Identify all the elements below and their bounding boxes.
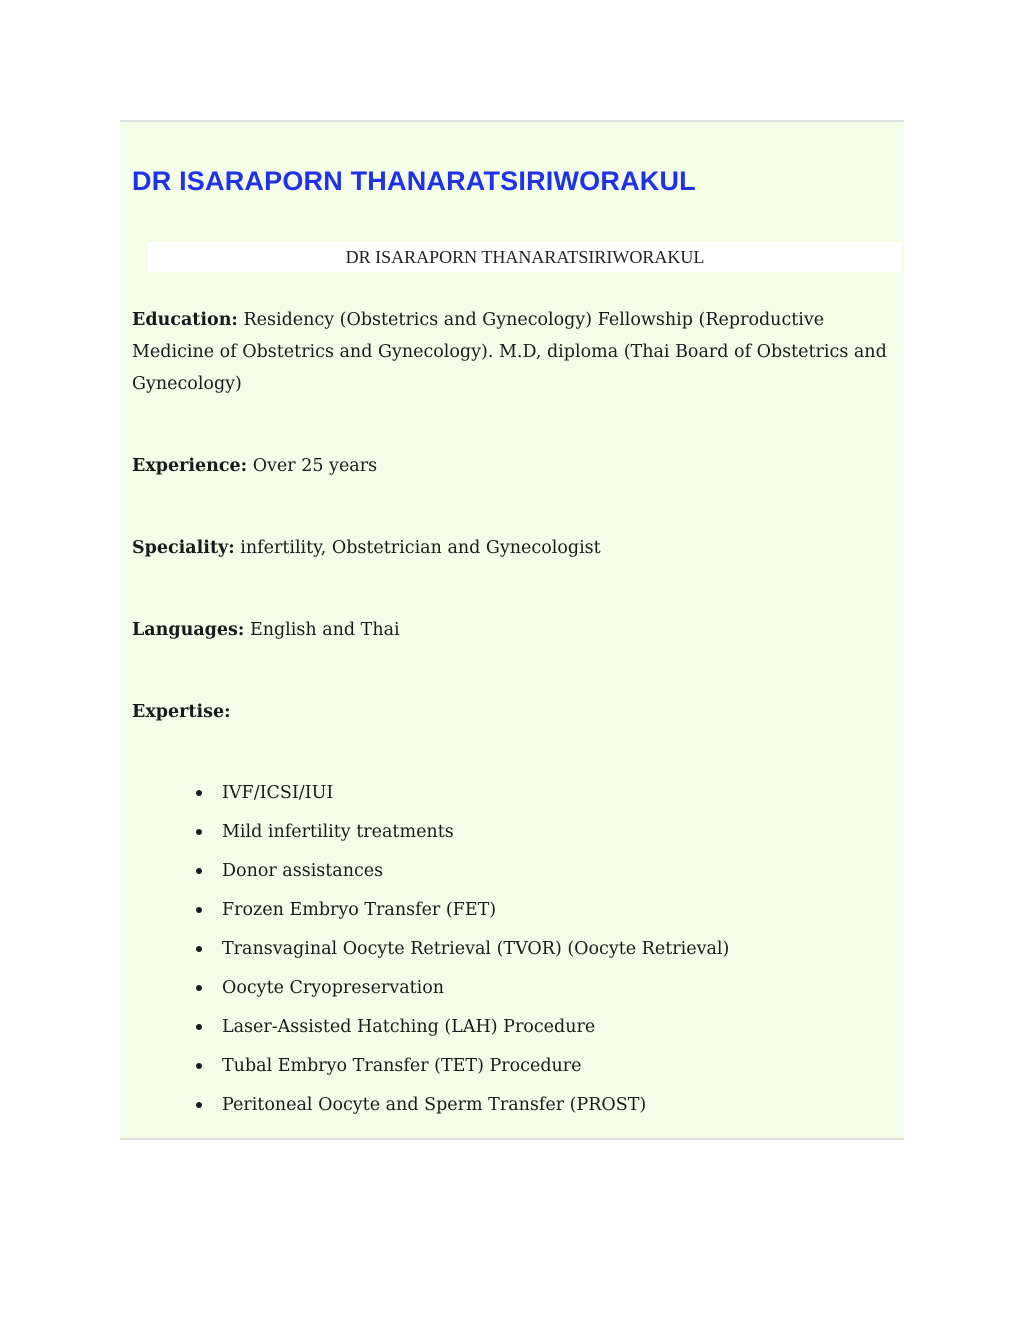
bullet-icon <box>196 1063 202 1069</box>
list-item <box>192 973 729 1012</box>
list-item <box>192 778 729 817</box>
bullet-icon <box>196 907 202 913</box>
expertise-item-label: Tubal Embryo Transfer (TET) Procedure <box>222 1056 582 1076</box>
languages-value: English and Thai <box>249 620 400 640</box>
expertise-item-label: Oocyte Cryopreservation <box>222 978 445 998</box>
experience-field <box>132 450 892 482</box>
list-item <box>192 1051 729 1090</box>
education-field <box>132 304 892 400</box>
list-item <box>192 1090 729 1129</box>
experience-label: Experience: <box>132 456 248 476</box>
expertise-item-label: IVF/ICSI/IUI <box>222 783 334 803</box>
education-value: Residency (Obstetrics and Gynecology) Fellowship (Reproductive Medicine of Obstetrics and Gynecology). M.D, diploma (Thai Board of Obstetrics and Gynecology) <box>132 310 887 394</box>
bullet-icon <box>196 868 202 874</box>
speciality-label: Speciality: <box>132 538 235 558</box>
bullet-icon <box>196 1102 202 1108</box>
speciality-value: infertility, Obstetrician and Gynecologist <box>240 538 601 558</box>
list-item <box>192 895 729 934</box>
bullet-icon <box>196 1024 202 1030</box>
expertise-item-label: Transvaginal Oocyte Retrieval (TVOR) (Oocyte Retrieval) <box>222 939 730 959</box>
doctor-profile-card <box>120 120 904 1140</box>
list-item <box>192 856 729 895</box>
education-label: Education: <box>132 310 238 330</box>
bullet-icon <box>196 790 202 796</box>
languages-field <box>132 614 892 646</box>
list-item <box>192 1012 729 1051</box>
bullet-icon <box>196 946 202 952</box>
page-title: DR ISARAPORN THANARATSIRIWORAKUL <box>132 166 696 196</box>
bullet-icon <box>196 985 202 991</box>
experience-value: Over 25 years <box>252 456 378 476</box>
expertise-item-label: Laser-Assisted Hatching (LAH) Procedure <box>222 1017 596 1037</box>
expertise-field <box>132 696 892 728</box>
expertise-item-label: Peritoneal Oocyte and Sperm Transfer (PROST) <box>222 1095 647 1115</box>
expertise-label: Expertise: <box>132 702 231 722</box>
expertise-item-label: Mild infertility treatments <box>222 822 454 842</box>
expertise-item-label: Donor assistances <box>222 861 384 881</box>
list-item <box>192 817 729 856</box>
languages-label: Languages: <box>132 620 245 640</box>
expertise-item-label: Frozen Embryo Transfer (FET) <box>222 900 497 920</box>
expertise-list <box>192 778 729 1129</box>
speciality-field <box>132 532 892 564</box>
image-caption: DR ISARAPORN THANARATSIRIWORAKUL <box>148 242 902 272</box>
bullet-icon <box>196 829 202 835</box>
list-item <box>192 934 729 973</box>
